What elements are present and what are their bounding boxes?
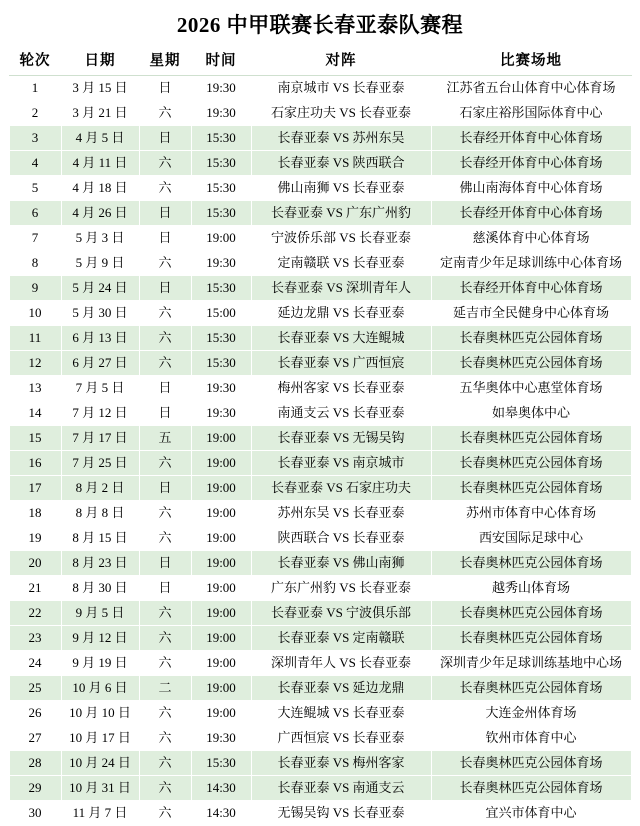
- cell-round: 2: [9, 101, 61, 126]
- cell-round: 17: [9, 476, 61, 501]
- column-header-weekday: 星期: [139, 47, 191, 76]
- cell-round: 6: [9, 201, 61, 226]
- cell-matchup: 长春亚泰 VS 佛山南狮: [251, 551, 431, 576]
- table-row: [9, 776, 631, 801]
- table-row: [9, 276, 631, 301]
- cell-date: 7 月 12 日: [61, 401, 139, 426]
- cell-date: 8 月 15 日: [61, 526, 139, 551]
- cell-venue: 长春奥林匹克公园体育场: [431, 776, 631, 801]
- table-row: [9, 801, 631, 826]
- cell-round: 20: [9, 551, 61, 576]
- cell-venue: 宜兴市体育中心: [431, 801, 631, 826]
- table-row: [9, 651, 631, 676]
- cell-weekday: 日: [139, 76, 191, 101]
- cell-matchup: 长春亚泰 VS 定南赣联: [251, 626, 431, 651]
- cell-weekday: 六: [139, 301, 191, 326]
- cell-time: 19:30: [191, 726, 251, 751]
- cell-date: 3 月 21 日: [61, 101, 139, 126]
- cell-weekday: 日: [139, 401, 191, 426]
- cell-weekday: 六: [139, 101, 191, 126]
- cell-round: 19: [9, 526, 61, 551]
- cell-venue: 西安国际足球中心: [431, 526, 631, 551]
- cell-date: 8 月 30 日: [61, 576, 139, 601]
- cell-venue: 定南青少年足球训练中心体育场: [431, 251, 631, 276]
- table-row: [9, 676, 631, 701]
- table-row: [9, 151, 631, 176]
- header-row: [9, 47, 631, 76]
- cell-matchup: 广东广州豹 VS 长春亚泰: [251, 576, 431, 601]
- cell-venue: 长春奥林匹克公园体育场: [431, 326, 631, 351]
- cell-matchup: 南京城市 VS 长春亚泰: [251, 76, 431, 101]
- cell-matchup: 长春亚泰 VS 宁波俱乐部: [251, 601, 431, 626]
- cell-matchup: 石家庄功夫 VS 长春亚泰: [251, 101, 431, 126]
- cell-time: 19:00: [191, 476, 251, 501]
- cell-date: 4 月 11 日: [61, 151, 139, 176]
- cell-venue: 慈溪体育中心体育场: [431, 226, 631, 251]
- cell-round: 11: [9, 326, 61, 351]
- cell-time: 19:00: [191, 701, 251, 726]
- cell-date: 5 月 3 日: [61, 226, 139, 251]
- cell-weekday: 日: [139, 576, 191, 601]
- cell-time: 19:00: [191, 601, 251, 626]
- cell-round: 24: [9, 651, 61, 676]
- cell-round: 16: [9, 451, 61, 476]
- page-title: 2026 中甲联赛长春亚泰队赛程: [176, 13, 464, 37]
- cell-time: 15:30: [191, 126, 251, 151]
- cell-venue: 五华奥体中心惠堂体育场: [431, 376, 631, 401]
- cell-weekday: 六: [139, 501, 191, 526]
- cell-venue: 长春奥林匹克公园体育场: [431, 476, 631, 501]
- cell-venue: 长春奥林匹克公园体育场: [431, 351, 631, 376]
- cell-time: 19:30: [191, 251, 251, 276]
- table-row: [9, 401, 631, 426]
- cell-venue: 钦州市体育中心: [431, 726, 631, 751]
- cell-time: 19:00: [191, 451, 251, 476]
- cell-time: 15:00: [191, 301, 251, 326]
- cell-matchup: 陕西联合 VS 长春亚泰: [251, 526, 431, 551]
- column-header-matchup: 对阵: [251, 47, 431, 76]
- cell-venue: 长春奥林匹克公园体育场: [431, 451, 631, 476]
- cell-venue: 长春奥林匹克公园体育场: [431, 601, 631, 626]
- cell-matchup: 长春亚泰 VS 石家庄功夫: [251, 476, 431, 501]
- table-row: [9, 701, 631, 726]
- cell-matchup: 长春亚泰 VS 广东广州豹: [251, 201, 431, 226]
- cell-round: 28: [9, 751, 61, 776]
- table-row: [9, 126, 631, 151]
- cell-time: 15:30: [191, 151, 251, 176]
- cell-matchup: 佛山南狮 VS 长春亚泰: [251, 176, 431, 201]
- cell-time: 15:30: [191, 326, 251, 351]
- cell-round: 27: [9, 726, 61, 751]
- cell-venue: 长春经开体育中心体育场: [431, 126, 631, 151]
- cell-matchup: 长春亚泰 VS 大连鲲城: [251, 326, 431, 351]
- cell-weekday: 六: [139, 351, 191, 376]
- cell-time: 14:30: [191, 776, 251, 801]
- cell-round: 13: [9, 376, 61, 401]
- cell-venue: 长春奥林匹克公园体育场: [431, 676, 631, 701]
- cell-date: 7 月 25 日: [61, 451, 139, 476]
- cell-round: 18: [9, 501, 61, 526]
- cell-venue: 延吉市全民健身中心体育场: [431, 301, 631, 326]
- table-row: [9, 351, 631, 376]
- cell-date: 8 月 8 日: [61, 501, 139, 526]
- cell-weekday: 日: [139, 476, 191, 501]
- cell-round: 9: [9, 276, 61, 301]
- table-row: [9, 76, 631, 101]
- cell-venue: 苏州市体育中心体育场: [431, 501, 631, 526]
- cell-weekday: 二: [139, 676, 191, 701]
- table-row: [9, 501, 631, 526]
- cell-time: 19:30: [191, 401, 251, 426]
- cell-venue: 长春奥林匹克公园体育场: [431, 751, 631, 776]
- cell-weekday: 六: [139, 776, 191, 801]
- cell-weekday: 日: [139, 226, 191, 251]
- cell-weekday: 六: [139, 626, 191, 651]
- table-row: [9, 476, 631, 501]
- cell-round: 22: [9, 601, 61, 626]
- table-row: [9, 426, 631, 451]
- cell-venue: 大连金州体育场: [431, 701, 631, 726]
- cell-round: 29: [9, 776, 61, 801]
- cell-date: 9 月 5 日: [61, 601, 139, 626]
- cell-venue: 越秀山体育场: [431, 576, 631, 601]
- column-header-venue: 比赛场地: [431, 47, 631, 76]
- column-header-time: 时间: [191, 47, 251, 76]
- cell-matchup: 定南赣联 VS 长春亚泰: [251, 251, 431, 276]
- cell-time: 19:00: [191, 526, 251, 551]
- cell-weekday: 六: [139, 176, 191, 201]
- cell-venue: 深圳青少年足球训练基地中心场: [431, 651, 631, 676]
- cell-time: 19:00: [191, 501, 251, 526]
- table-row: [9, 301, 631, 326]
- cell-date: 8 月 23 日: [61, 551, 139, 576]
- cell-time: 19:00: [191, 576, 251, 601]
- cell-date: 6 月 27 日: [61, 351, 139, 376]
- cell-round: 26: [9, 701, 61, 726]
- cell-matchup: 苏州东吴 VS 长春亚泰: [251, 501, 431, 526]
- table-row: [9, 101, 631, 126]
- cell-time: 15:30: [191, 176, 251, 201]
- cell-round: 7: [9, 226, 61, 251]
- cell-time: 19:00: [191, 426, 251, 451]
- cell-matchup: 长春亚泰 VS 梅州客家: [251, 751, 431, 776]
- cell-date: 4 月 5 日: [61, 126, 139, 151]
- cell-time: 15:30: [191, 201, 251, 226]
- cell-time: 19:30: [191, 376, 251, 401]
- table-row: [9, 376, 631, 401]
- cell-round: 12: [9, 351, 61, 376]
- cell-matchup: 长春亚泰 VS 陕西联合: [251, 151, 431, 176]
- table-row: [9, 526, 631, 551]
- cell-venue: 长春奥林匹克公园体育场: [431, 626, 631, 651]
- cell-matchup: 宁波侨乐部 VS 长春亚泰: [251, 226, 431, 251]
- cell-round: 23: [9, 626, 61, 651]
- cell-weekday: 日: [139, 551, 191, 576]
- table-row: [9, 601, 631, 626]
- cell-matchup: 长春亚泰 VS 苏州东吴: [251, 126, 431, 151]
- cell-matchup: 延边龙鼎 VS 长春亚泰: [251, 301, 431, 326]
- cell-weekday: 六: [139, 801, 191, 826]
- column-header-round: 轮次: [9, 47, 61, 76]
- cell-date: 4 月 26 日: [61, 201, 139, 226]
- cell-matchup: 大连鲲城 VS 长春亚泰: [251, 701, 431, 726]
- cell-weekday: 六: [139, 326, 191, 351]
- cell-date: 5 月 30 日: [61, 301, 139, 326]
- cell-round: 21: [9, 576, 61, 601]
- cell-matchup: 长春亚泰 VS 延边龙鼎: [251, 676, 431, 701]
- table-body: [9, 76, 631, 826]
- cell-matchup: 梅州客家 VS 长春亚泰: [251, 376, 431, 401]
- table-row: [9, 451, 631, 476]
- cell-matchup: 长春亚泰 VS 无锡吴钩: [251, 426, 431, 451]
- cell-round: 4: [9, 151, 61, 176]
- cell-weekday: 六: [139, 451, 191, 476]
- cell-date: 10 月 31 日: [61, 776, 139, 801]
- cell-time: 15:30: [191, 351, 251, 376]
- cell-venue: 长春经开体育中心体育场: [431, 201, 631, 226]
- cell-round: 1: [9, 76, 61, 101]
- cell-round: 25: [9, 676, 61, 701]
- cell-round: 5: [9, 176, 61, 201]
- cell-weekday: 六: [139, 726, 191, 751]
- cell-weekday: 日: [139, 276, 191, 301]
- cell-date: 6 月 13 日: [61, 326, 139, 351]
- cell-venue: 如皋奥体中心: [431, 401, 631, 426]
- cell-venue: 长春奥林匹克公园体育场: [431, 551, 631, 576]
- cell-matchup: 无锡吴钩 VS 长春亚泰: [251, 801, 431, 826]
- schedule-table: [9, 47, 632, 826]
- cell-weekday: 日: [139, 126, 191, 151]
- cell-matchup: 长春亚泰 VS 南京城市: [251, 451, 431, 476]
- cell-date: 5 月 24 日: [61, 276, 139, 301]
- cell-date: 7 月 17 日: [61, 426, 139, 451]
- cell-round: 3: [9, 126, 61, 151]
- cell-venue: 长春经开体育中心体育场: [431, 151, 631, 176]
- cell-date: 9 月 19 日: [61, 651, 139, 676]
- cell-round: 14: [9, 401, 61, 426]
- cell-time: 14:30: [191, 801, 251, 826]
- cell-date: 10 月 24 日: [61, 751, 139, 776]
- cell-venue: 长春奥林匹克公园体育场: [431, 426, 631, 451]
- cell-time: 19:00: [191, 226, 251, 251]
- cell-time: 19:30: [191, 76, 251, 101]
- cell-weekday: 六: [139, 151, 191, 176]
- cell-matchup: 南通支云 VS 长春亚泰: [251, 401, 431, 426]
- cell-date: 4 月 18 日: [61, 176, 139, 201]
- cell-matchup: 长春亚泰 VS 南通支云: [251, 776, 431, 801]
- cell-weekday: 六: [139, 701, 191, 726]
- cell-time: 19:00: [191, 676, 251, 701]
- cell-date: 10 月 6 日: [61, 676, 139, 701]
- cell-weekday: 六: [139, 601, 191, 626]
- table-row: [9, 176, 631, 201]
- cell-venue: 佛山南海体育中心体育场: [431, 176, 631, 201]
- cell-date: 11 月 7 日: [61, 801, 139, 826]
- cell-time: 19:00: [191, 551, 251, 576]
- cell-round: 8: [9, 251, 61, 276]
- cell-date: 7 月 5 日: [61, 376, 139, 401]
- cell-time: 15:30: [191, 276, 251, 301]
- table-row: [9, 251, 631, 276]
- table-row: [9, 726, 631, 751]
- cell-date: 8 月 2 日: [61, 476, 139, 501]
- table-row: [9, 226, 631, 251]
- cell-round: 15: [9, 426, 61, 451]
- cell-weekday: 六: [139, 651, 191, 676]
- cell-matchup: 深圳青年人 VS 长春亚泰: [251, 651, 431, 676]
- cell-time: 15:30: [191, 751, 251, 776]
- cell-weekday: 六: [139, 526, 191, 551]
- cell-time: 19:00: [191, 626, 251, 651]
- cell-weekday: 五: [139, 426, 191, 451]
- table-row: [9, 626, 631, 651]
- cell-matchup: 广西恒宸 VS 长春亚泰: [251, 726, 431, 751]
- cell-time: 19:30: [191, 101, 251, 126]
- cell-weekday: 六: [139, 251, 191, 276]
- cell-date: 10 月 17 日: [61, 726, 139, 751]
- table-row: [9, 326, 631, 351]
- cell-time: 19:00: [191, 651, 251, 676]
- cell-venue: 石家庄裕彤国际体育中心: [431, 101, 631, 126]
- cell-weekday: 日: [139, 376, 191, 401]
- cell-date: 3 月 15 日: [61, 76, 139, 101]
- table-row: [9, 201, 631, 226]
- table-header: [9, 47, 631, 76]
- cell-date: 5 月 9 日: [61, 251, 139, 276]
- cell-date: 10 月 10 日: [61, 701, 139, 726]
- table-row: [9, 551, 631, 576]
- cell-venue: 长春经开体育中心体育场: [431, 276, 631, 301]
- cell-round: 30: [9, 801, 61, 826]
- cell-date: 9 月 12 日: [61, 626, 139, 651]
- cell-venue: 江苏省五台山体育中心体育场: [431, 76, 631, 101]
- cell-round: 10: [9, 301, 61, 326]
- table-row: [9, 751, 631, 776]
- column-header-date: 日期: [61, 47, 139, 76]
- cell-matchup: 长春亚泰 VS 广西恒宸: [251, 351, 431, 376]
- cell-weekday: 日: [139, 201, 191, 226]
- table-row: [9, 576, 631, 601]
- cell-matchup: 长春亚泰 VS 深圳青年人: [251, 276, 431, 301]
- cell-weekday: 六: [139, 751, 191, 776]
